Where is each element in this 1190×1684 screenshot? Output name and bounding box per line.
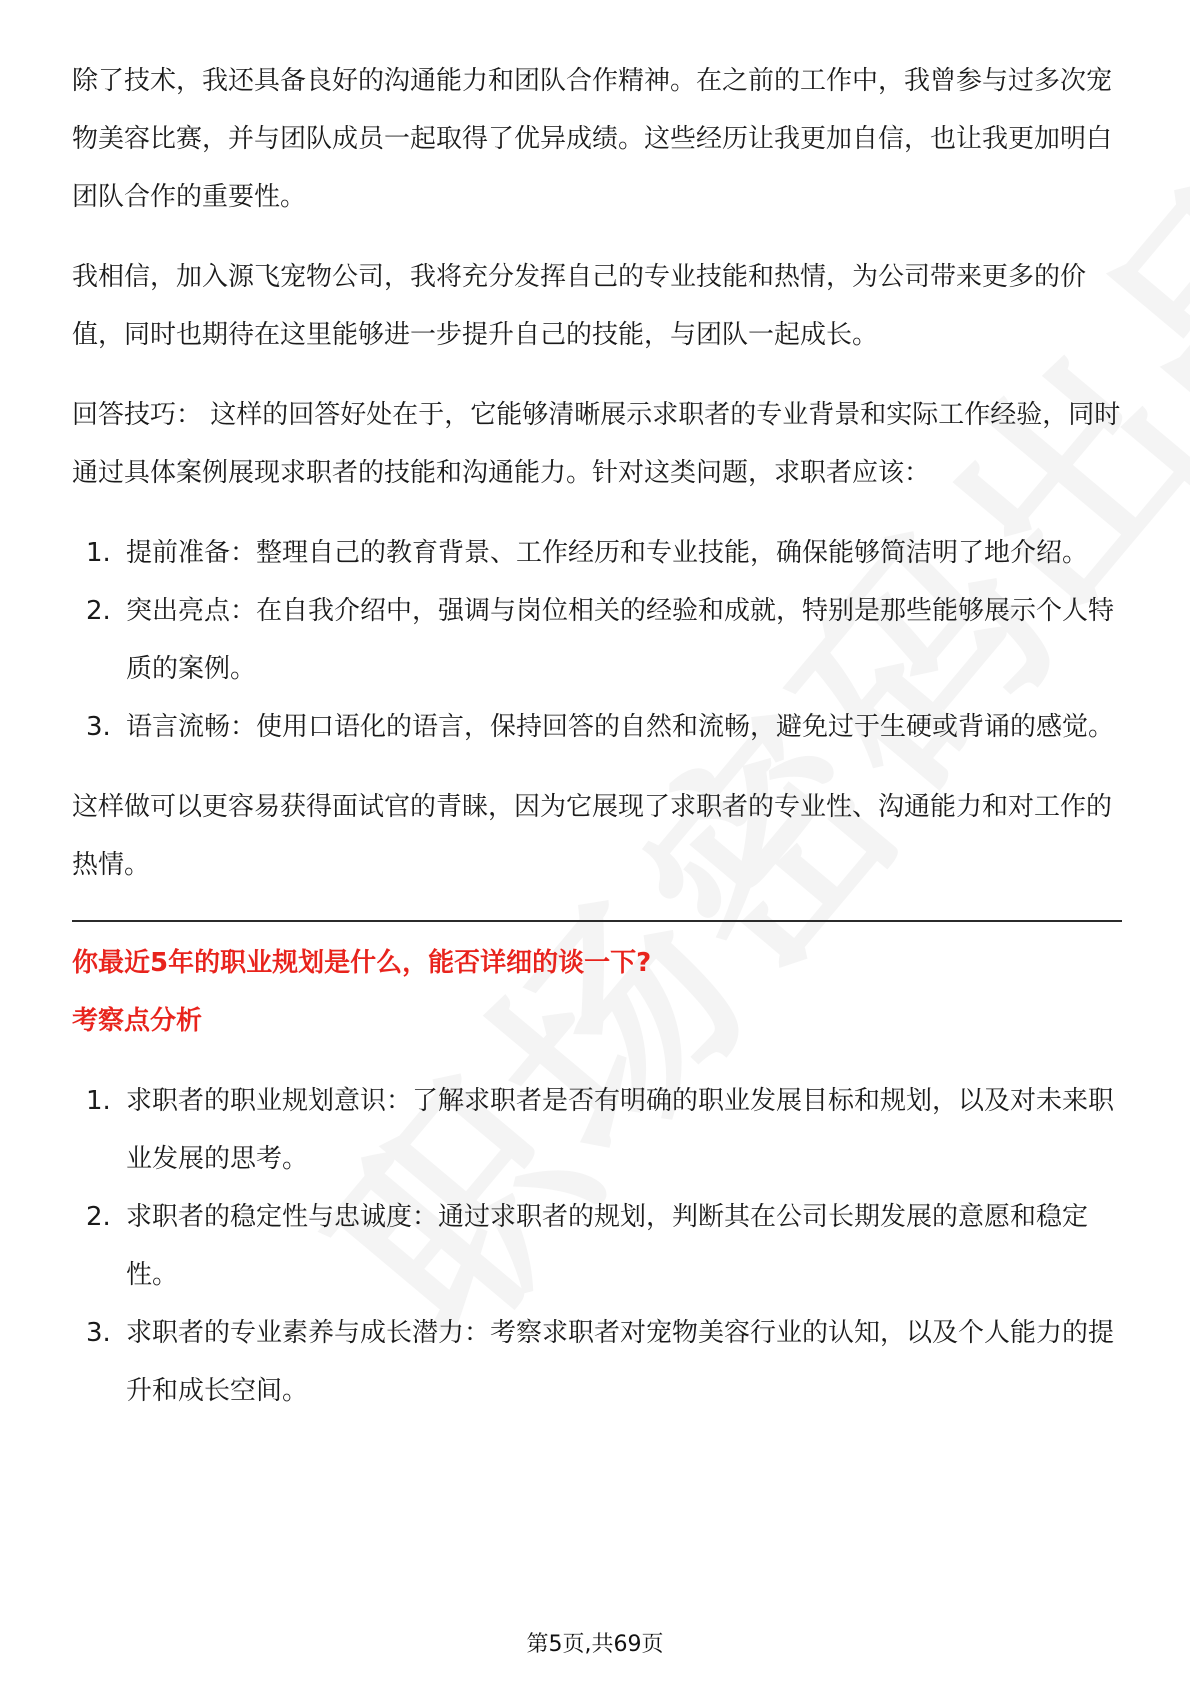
list-item-text: 求职者的职业规划意识：了解求职者是否有明确的职业发展目标和规划，以及对未来职业发展的思考。 bbox=[126, 1086, 1115, 1174]
document-page bbox=[72, 52, 1122, 1442]
list-item bbox=[72, 1072, 1122, 1188]
list-number: 2. bbox=[86, 596, 111, 626]
paragraph-answer-tips: 回答技巧： 这样的回答好处在于，它能够清晰展示求职者的专业背景和实际工作经验，同时通过具体案例展现求职者的技能和沟通能力。针对这类问题，求职者应该： bbox=[72, 400, 1121, 488]
list-item bbox=[72, 582, 1122, 698]
paragraph-teamwork: 除了技术，我还具备良好的沟通能力和团队合作精神。在之前的工作中，我曾参与过多次宠物美容比赛，并与团队成员一起取得了优异成绩。这些经历让我更加自信，也让我更加明白团队合作的重要性。 bbox=[72, 66, 1113, 212]
list-number: 1. bbox=[86, 538, 111, 568]
paragraph-join-company: 我相信，加入源飞宠物公司，我将充分发挥自己的专业技能和热情，为公司带来更多的价值，同时也期待在这里能够进一步提升自己的技能，与团队一起成长。 bbox=[72, 262, 1087, 350]
question-heading: 你最近5年的职业规划是什么，能否详细的谈一下? bbox=[72, 948, 652, 978]
list-number: 2. bbox=[86, 1202, 111, 1232]
list-number: 1. bbox=[86, 1086, 111, 1116]
list-item bbox=[72, 1188, 1122, 1304]
list-item-text: 提前准备：整理自己的教育背景、工作经历和专业技能，确保能够简洁明了地介绍。 bbox=[126, 538, 1089, 568]
tips-list bbox=[72, 524, 1122, 756]
section-divider bbox=[72, 920, 1122, 922]
list-item-text: 语言流畅：使用口语化的语言，保持回答的自然和流畅，避免过于生硬或背诵的感觉。 bbox=[126, 712, 1115, 742]
list-item bbox=[72, 1304, 1122, 1420]
page-footer: 第5页,共69页 bbox=[526, 1632, 664, 1657]
analysis-heading: 考察点分析 bbox=[72, 1006, 203, 1036]
paragraph-conclusion: 这样做可以更容易获得面试官的青睐，因为它展现了求职者的专业性、沟通能力和对工作的热情。 bbox=[72, 792, 1113, 880]
analysis-list bbox=[72, 1072, 1122, 1420]
list-number: 3. bbox=[86, 712, 111, 742]
list-item bbox=[72, 524, 1122, 582]
list-item-text: 突出亮点：在自我介绍中，强调与岗位相关的经验和成就，特别是那些能够展示个人特质的案例。 bbox=[126, 596, 1115, 684]
list-item-text: 求职者的专业素养与成长潜力：考察求职者对宠物美容行业的认知，以及个人能力的提升和成长空间。 bbox=[126, 1318, 1115, 1406]
list-item-text: 求职者的稳定性与忠诚度：通过求职者的规划，判断其在公司长期发展的意愿和稳定性。 bbox=[126, 1202, 1089, 1290]
list-number: 3. bbox=[86, 1318, 111, 1348]
list-item bbox=[72, 698, 1122, 756]
